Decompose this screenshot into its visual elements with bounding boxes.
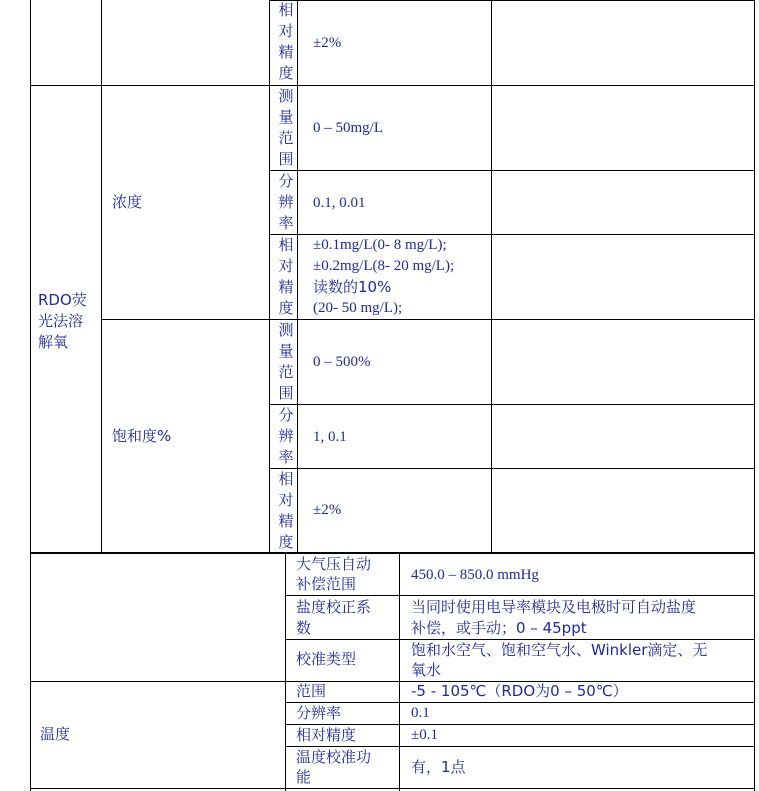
rdo-group-label-1: RDO荧 <box>38 291 87 309</box>
param-accuracy-prev: 相 对 精 度 <box>278 1 294 82</box>
salinity-value-2: 补偿，或手动；0 – 45ppt <box>411 619 587 637</box>
grid-line <box>30 788 755 789</box>
rdo-group-label-3: 解氧 <box>38 333 69 351</box>
temp-range-label: 范围 <box>296 682 327 700</box>
temp-cal-label-2: 能 <box>296 768 312 786</box>
temp-cal-value: 有，1点 <box>411 758 466 776</box>
temp-resolution-label: 分辨率 <box>296 704 342 722</box>
param-resolution-conc: 分 辨 率 <box>278 172 294 232</box>
temp-resolution-value: 0.1 <box>411 705 430 721</box>
value-accuracy-conc-2: ±0.2mg/L(8- 20 mg/L); <box>313 258 455 274</box>
grid-line <box>285 595 755 596</box>
baro-label-1: 大气压自动 <box>296 555 372 573</box>
grid-line <box>269 468 755 469</box>
grid-line <box>269 170 755 171</box>
rdo-group-label-2: 光法溶 <box>38 312 84 330</box>
temp-accuracy-label: 相对精度 <box>296 726 357 744</box>
calibration-type-value-1: 饱和水空气、饱和空气水、Winkler滴定、无 <box>411 641 708 659</box>
grid-line <box>30 85 755 86</box>
table-border-left <box>30 0 31 791</box>
baro-value: 450.0 – 850.0 mmHg <box>411 567 539 583</box>
grid-line <box>269 0 755 1</box>
calibration-type-label: 校准类型 <box>296 650 357 668</box>
salinity-value-1: 当同时使用电导率模块及电极时可自动盐度 <box>411 598 697 616</box>
grid-line <box>101 319 755 320</box>
saturation-label: 饱和度% <box>112 427 172 445</box>
value-resolution-sat: 1, 0.1 <box>313 429 347 445</box>
grid-line <box>101 0 102 553</box>
value-accuracy-conc-3: 读数的10% <box>313 278 392 296</box>
table-border-right <box>754 0 755 791</box>
grid-line <box>285 553 286 791</box>
salinity-label-2: 数 <box>296 619 312 637</box>
value-accuracy-sat: ±2% <box>313 502 342 518</box>
concentration-label: 浓度 <box>112 193 143 211</box>
value-resolution-conc: 0.1, 0.01 <box>313 195 366 211</box>
param-range-conc: 测 量 范 围 <box>278 87 294 168</box>
grid-line <box>285 702 755 703</box>
param-accuracy-conc: 相 对 精 度 <box>278 236 294 317</box>
value-accuracy-conc-4: (20- 50 mg/L); <box>313 300 403 316</box>
param-accuracy-sat: 相 对 精 度 <box>278 470 294 551</box>
value-range-conc: 0 – 50mg/L <box>313 120 383 136</box>
baro-label-2: 补偿范围 <box>296 575 357 593</box>
value-accuracy-conc-1: ±0.1mg/L(0- 8 mg/L); <box>313 237 447 253</box>
salinity-label-1: 盐度校正系 <box>296 598 372 616</box>
grid-line <box>269 404 755 405</box>
grid-line <box>269 0 270 553</box>
value-range-sat: 0 – 500% <box>313 354 371 370</box>
temp-accuracy-value: ±0.1 <box>411 727 438 743</box>
param-resolution-sat: 分 辨 率 <box>278 406 294 466</box>
grid-line <box>30 681 755 682</box>
grid-line <box>491 0 492 553</box>
calibration-type-value-2: 氧水 <box>411 661 442 679</box>
grid-line <box>297 0 298 553</box>
temperature-label: 温度 <box>40 725 71 743</box>
grid-line <box>399 553 400 791</box>
temp-cal-label-1: 温度校准功 <box>296 748 372 766</box>
param-range-sat: 测 量 范 围 <box>278 321 294 402</box>
value-accuracy-prev: ±2% <box>313 35 342 51</box>
temp-range-value: -5 - 105℃（RDO为0 – 50℃） <box>411 682 628 700</box>
grid-line <box>30 552 755 554</box>
